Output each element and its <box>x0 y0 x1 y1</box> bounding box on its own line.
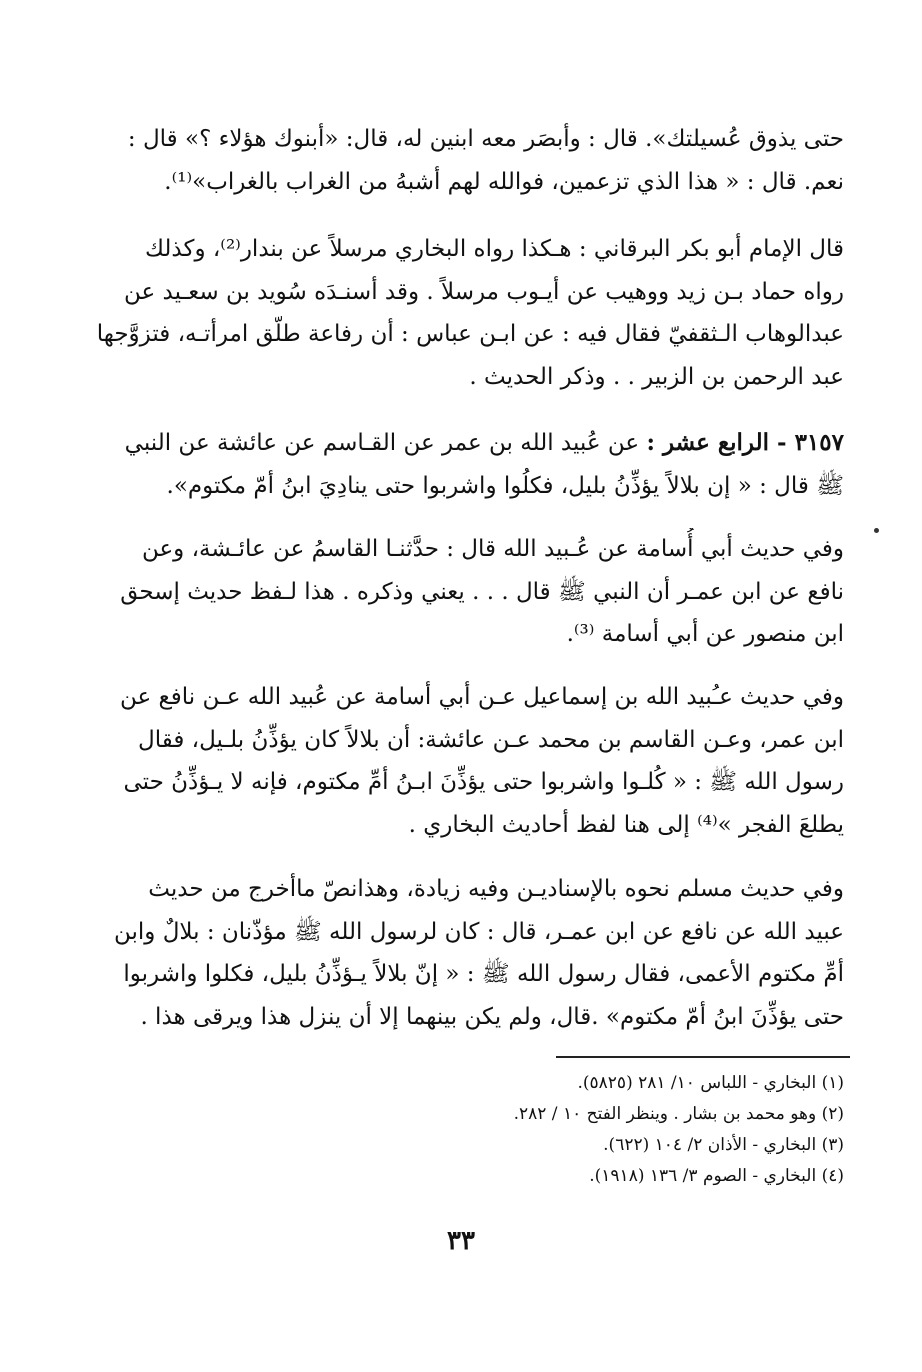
text-line <box>78 422 844 465</box>
text-line: نافع عن ابن عمـر أن النبي ﷺ قال . . . يعني وذكره . هذا لـفظ حديث إسحق <box>120 578 844 605</box>
text-line: وفي حديث عـُبيد الله بن إسماعيل عـن أبي أسامة عن عُبيد الله عـن نافع عن <box>120 684 844 710</box>
hadith-number: ٣١٥٧ - الرابع عشر : <box>646 429 844 456</box>
footnote-3: (٣) البخاري - الأذان ٢/ ١٠٤ (٦٢٢). <box>603 1135 844 1155</box>
text-line: رسول الله ﷺ : « كُلـوا واشربوا حتى يؤذِّنَ ابـنُ أمِّ مكتوم، فإنه لا يـؤذِّنُ حتى <box>123 769 844 795</box>
text-line: ابن منصور عن أبي أسامة ⁽³⁾. <box>566 621 844 647</box>
text-line: أمِّ مكتوم الأعمى، فقال رسول الله ﷺ : « إنّ بلالاً يـؤذِّنُ بليل، فكلوا واشربوا <box>123 961 844 987</box>
paragraph-1 <box>78 118 844 203</box>
text-line: عبد الرحمن بن الزبير . . وذكر الحديث . <box>469 363 844 390</box>
text-line: نعم. قال : « هذا الذي تزعمين، فوالله لهم أشبهُ من الغراب بالغراب»⁽¹⁾. <box>164 168 844 195</box>
footnote-divider <box>556 1056 850 1058</box>
footnote-1: (١) البخاري - اللباس ١٠/ ٢٨١ (٥٨٢٥). <box>577 1073 844 1093</box>
page-number: ٣٣ <box>447 1226 475 1256</box>
text-line: وفي حديث أبي أُسامة عن عُـبيد الله قال : حدَّثنـا القاسمُ عن عائـشة، وعن <box>141 536 844 562</box>
footnote-2: (٢) وهو محمد بن بشار . وينظر الفتح ١٠ / ٢٨٢. <box>513 1104 844 1124</box>
hadith-text: عن عُبيد الله بن عمر عن القـاسم عن عائشة عن النبي <box>124 430 640 456</box>
text-line: عبيد الله عن نافع عن ابن عمـر، قال : كان لرسول الله ﷺ مؤذّنان : بلالٌ وابن <box>113 918 844 945</box>
text-line: حتى يؤذِّنَ ابنُ أمّ مكتوم» .قال، ولم يكن بينهما إلا أن ينزل هذا ويرقى هذا . <box>140 1003 844 1030</box>
text-line: عبدالوهاب الـثقفيّ فقال فيه : عن ابـن عباس : أن رفاعة طلّق امرأتـه، فتزوَّجها <box>96 321 844 347</box>
margin-dot <box>874 528 879 533</box>
text-line: يطلعَ الفجر »⁽⁴⁾ إلى هنا لفظ أحاديث البخاري . <box>408 811 844 838</box>
text-line: قال الإمام أبو بكر البرقاني : هـكذا رواه البخاري مرسلاً عن بندار⁽²⁾، وكذلك <box>145 236 844 262</box>
paragraph-hadith-3157 <box>78 422 844 507</box>
text-line: رواه حماد بـن زيد ووهيب عن أيـوب مرسلاً . وقد أسنـدَه سُويد بن سعـيد عن <box>123 278 844 305</box>
text-line: ﷺ قال : « إن بلالاً يؤذِّنُ بليل، فكلُوا واشربوا حتى ينادِيَ ابنُ أمّ مكتوم». <box>166 472 844 499</box>
paragraph-4 <box>78 528 844 656</box>
text-line: وفي حديث مسلم نحوه بالإسناديـن وفيه زيادة، وهذانصّ ماأخرج من حديث <box>148 876 844 902</box>
paragraph-6 <box>78 868 844 1038</box>
footnote-4: (٤) البخاري - الصوم ٣/ ١٣٦ (١٩١٨). <box>589 1166 844 1186</box>
text-line: ابن عمر، وعـن القاسم بن محمد عـن عائشة: أن بلالاً كان يؤذِّنُ بلـيل، فقال <box>138 726 844 753</box>
paragraph-5 <box>78 676 844 846</box>
text-line: حتى يذوق عُسيلتك». قال : وأبصَر معه ابنين له، قال: «أبنوك هؤلاء ؟» قال : <box>127 126 844 152</box>
paragraph-2 <box>78 228 844 398</box>
